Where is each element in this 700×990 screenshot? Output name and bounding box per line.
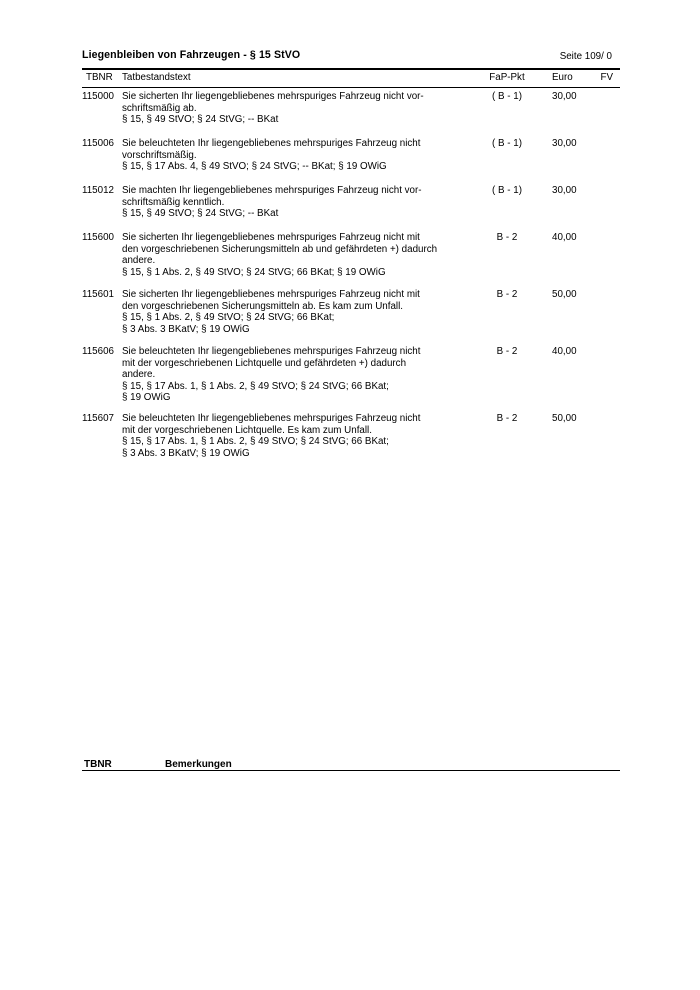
row-citation-line: § 3 Abs. 3 BKatV; § 19 OWiG — [122, 447, 250, 459]
row-text — [122, 91, 482, 126]
column-header-fv: FV — [600, 72, 613, 83]
row-text-line: Sie sicherten Ihr liegengebliebenes mehrspuriges Fahrzeug nicht mit — [122, 289, 420, 300]
row-citation-line: § 15, § 17 Abs. 1, § 1 Abs. 2, § 49 StVO; § 24 StVG; 66 BKat; — [122, 436, 389, 448]
row-text-line: schriftsmäßig kenntlich. — [122, 196, 225, 208]
row-citation-line: § 15, § 1 Abs. 2, § 49 StVO; § 24 StVG; 66 BKat; § 19 OWiG — [122, 266, 386, 278]
row-citation-line: § 15, § 49 StVO; § 24 StVG; -- BKat — [122, 208, 279, 220]
row-citation-line: § 15, § 1 Abs. 2, § 49 StVO; § 24 StVG; 66 BKat; — [122, 312, 335, 324]
row-text — [122, 289, 482, 335]
row-tbnr: 115012 — [82, 185, 114, 196]
row-fap-pkt: ( B - 1) — [492, 91, 522, 102]
row-euro: 30,00 — [552, 138, 577, 149]
row-citation-line: § 15, § 17 Abs. 4, § 49 StVO; § 24 StVG; -- BKat; § 19 OWiG — [122, 161, 387, 173]
row-tbnr: 115601 — [82, 289, 114, 300]
footer-bemerkungen-label: Bemerkungen — [165, 759, 232, 770]
row-text-line: Sie sicherten Ihr liegengebliebenes mehrspuriges Fahrzeug nicht mit — [122, 232, 420, 243]
row-fap-pkt: B - 2 — [496, 232, 518, 243]
row-fap-pkt: B - 2 — [496, 346, 518, 357]
row-text-line: mit der vorgeschriebenen Lichtquelle. Es kam zum Unfall. — [122, 424, 372, 436]
title-divider — [82, 68, 620, 70]
row-text — [122, 346, 482, 404]
row-text — [122, 185, 482, 220]
row-text — [122, 232, 482, 278]
column-header-tbnr: TBNR — [86, 72, 113, 83]
row-euro: 30,00 — [552, 91, 577, 102]
row-euro: 40,00 — [552, 232, 577, 243]
column-header-fap-pkt: FaP-Pkt — [489, 72, 525, 83]
header-divider — [82, 87, 620, 89]
row-tbnr: 115606 — [82, 346, 114, 357]
row-euro: 50,00 — [552, 413, 577, 424]
row-euro: 40,00 — [552, 346, 577, 357]
row-tbnr: 115000 — [82, 91, 114, 102]
footer-tbnr-label: TBNR — [84, 759, 112, 770]
row-euro: 50,00 — [552, 289, 577, 300]
row-text-line: Sie beleuchteten Ihr liegengebliebenes mehrspuriges Fahrzeug nicht — [122, 346, 421, 357]
row-tbnr: 115607 — [82, 413, 114, 424]
row-tbnr: 115600 — [82, 232, 114, 243]
row-text-line: vorschriftsmäßig. — [122, 149, 197, 161]
column-header-euro: Euro — [552, 72, 573, 83]
row-citation-line: § 3 Abs. 3 BKatV; § 19 OWiG — [122, 323, 250, 335]
footer-divider — [82, 770, 620, 771]
row-text-line: den vorgeschriebenen Sicherungsmitteln ab und gefährdeten +) dadurch — [122, 243, 438, 255]
row-text-line: Sie beleuchteten Ihr liegengebliebenes mehrspuriges Fahrzeug nicht — [122, 138, 421, 149]
row-text-line: andere. — [122, 369, 156, 381]
row-euro: 30,00 — [552, 185, 577, 196]
row-fap-pkt: ( B - 1) — [492, 185, 522, 196]
row-text-line: schriftsmäßig ab. — [122, 102, 197, 114]
row-citation-line: § 15, § 49 StVO; § 24 StVG; -- BKat — [122, 114, 279, 126]
row-text-line: mit der vorgeschriebenen Lichtquelle und gefährdeten +) dadurch — [122, 357, 407, 369]
row-fap-pkt: B - 2 — [496, 289, 518, 300]
page-number-label: Seite 109/ 0 — [559, 51, 612, 62]
column-header-tatbestandstext: Tatbestandstext — [122, 72, 191, 83]
row-fap-pkt: B - 2 — [496, 413, 518, 424]
row-text — [122, 138, 482, 173]
row-citation-line: § 19 OWiG — [122, 392, 171, 404]
row-text-line: Sie beleuchteten Ihr liegengebliebenes mehrspuriges Fahrzeug nicht — [122, 413, 421, 424]
row-citation-line: § 15, § 17 Abs. 1, § 1 Abs. 2, § 49 StVO; § 24 StVG; 66 BKat; — [122, 380, 389, 392]
row-tbnr: 115006 — [82, 138, 114, 149]
row-text-line: andere. — [122, 255, 156, 267]
row-text-line: den vorgeschriebenen Sicherungsmitteln ab. Es kam zum Unfall. — [122, 300, 403, 312]
row-text-line: Sie machten Ihr liegengebliebenes mehrspuriges Fahrzeug nicht vor- — [122, 185, 422, 196]
row-text — [122, 413, 482, 459]
page-title: Liegenbleiben von Fahrzeugen - § 15 StVO — [82, 49, 301, 61]
row-text-line: Sie sicherten Ihr liegengebliebenes mehrspuriges Fahrzeug nicht vor- — [122, 91, 424, 102]
row-fap-pkt: ( B - 1) — [492, 138, 522, 149]
